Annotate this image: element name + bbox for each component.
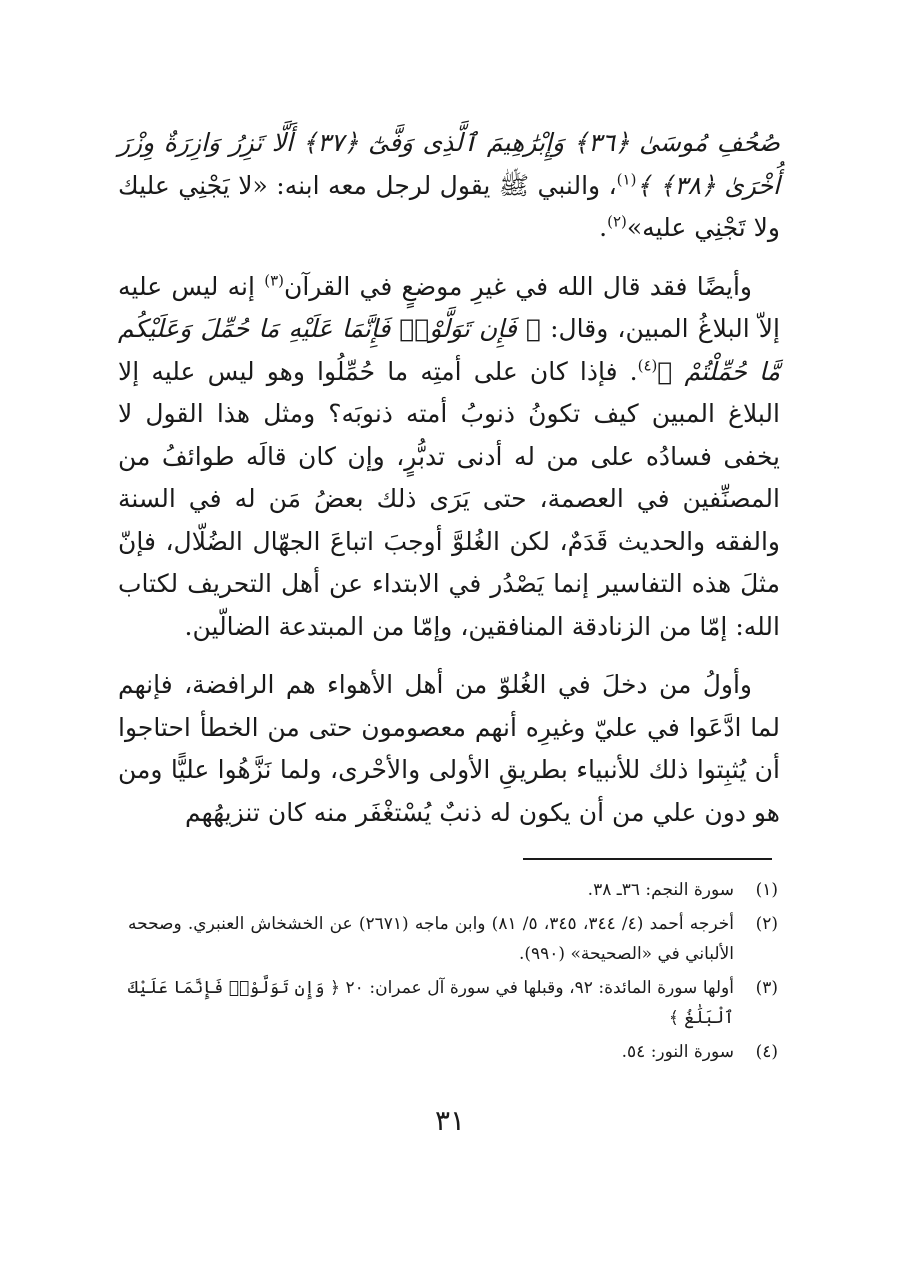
footnote-item [128,909,778,969]
main-text [118,122,780,834]
footnote-ref-2: (٢) [607,212,627,231]
footnote-item [128,1037,778,1067]
footnote-text: أخرجه أحمد (٤/ ٣٤٤، ٣٤٥، ٥/ ٨١) وابن ماجه (٢٦٧١) عن الخشخاش العنبري. وصححه الألباني في «الصحيحة» (٩٩٠). [128,914,734,964]
page-number: ٣١ [434,1104,466,1137]
footnote-ref-3: (٣) [264,271,284,290]
body-text-run: . فإذا كان على أمتِه ما حُمِّلُوا وهو ليس عليه إلا البلاغ المبين كيف تكونُ ذنوبُ أمته ذنوبَه؟ ومثل هذا القول لا يخفى فسادُه على من له أدنى تدبُّرٍ، وإن كان قالَه طوائفُ من المصنِّفين في العصمة، حتى يَرَى ذلك بعضُ مَن له في السنة والفقه والحديث قَدَمٌ، لكن الغُلوَّ أوجبَ اتباعَ الجهّال الضُلّال، فإنّ مثلَ هذه التفاسير إنما يَصْدُر في الابتداء عن أهل التحريف لكتاب الله: إمّا من الزنادقة المنافقين، وإمّا من المبتدعة الضالّين. [118,356,780,641]
footnote-item [128,973,778,1033]
body-text-run: وأولُ من دخلَ في الغُلوّ من أهل الأهواء هم الرافضة، فإنهم لما ادَّعَوا في عليّ وغيرِه أنهم معصومون حتى من الخطأ احتاجوا أن يُثبِتوا ذلك للأنبياء بطريقِ الأولى والأحْرى، ولما نَزَّهُوا عليًّا ومن هو دون علي من أن يكون له ذنبٌ يُسْتغْفَر منه كان تنزيهُهم [118,670,780,827]
footnote-item [128,875,778,905]
body-text-run: ، والنبي ﷺ يقول لرجل معه ابنه: «لا يَجْنِي عليك ولا تَجْنِي عليه» [118,170,780,242]
quran-verse: صُحُفِ مُوسَىٰ ﴿٣٦﴾ وَإِبْرَٰهِيمَ ٱلَّذِى وَفَّىٰٓ ﴿٣٧﴾ أَلَّا تَزِرُ وَازِرَةٌ وِزْرَ أُخْرَىٰ ﴿٣٨﴾ ﴾ [118,128,781,200]
footnote-ref-4: (٤) [637,356,658,375]
footnote-text: أولها سورة المائدة: ٩٢، وقبلها في سورة آل عمران: ٢٠ ﴿ وَإِن تَوَلَّوْا۟ فَإِنَّمَا عَلَيْكَ ٱلْبَلَٰغُ ﴾ [128,978,734,1028]
paragraph-1 [118,122,780,250]
body-text-run: وأيضًا فقد قال الله في غيرِ موضعٍ في القرآن [283,271,752,301]
body-text-run: إنه ليس عليه إلاّ البلاغُ المبين، وقال: [118,271,780,343]
paragraph-2 [118,266,780,649]
footnote-number: (٤) [755,1042,778,1062]
footnote-number: (٣) [755,978,778,998]
quran-verse: ﴿ فَإِن تَوَلَّوْا۟ فَإِنَّمَا عَلَيْهِ مَا حُمِّلَ وَعَلَيْكُم مَّا حُمِّلْتُمْ ﴾ [118,314,780,386]
footnote-text: سورة النجم: ٣٦ـ ٣٨. [587,880,734,900]
footnote-text: سورة النور: ٥٤. [621,1042,734,1062]
footnote-ref-1: (١) [616,170,637,189]
footnotes [128,875,778,1071]
body-text-run: . [599,213,608,242]
footnote-divider [523,858,772,860]
footnote-number: (١) [755,880,778,900]
paragraph-3 [118,664,780,834]
footnote-number: (٢) [755,914,778,934]
